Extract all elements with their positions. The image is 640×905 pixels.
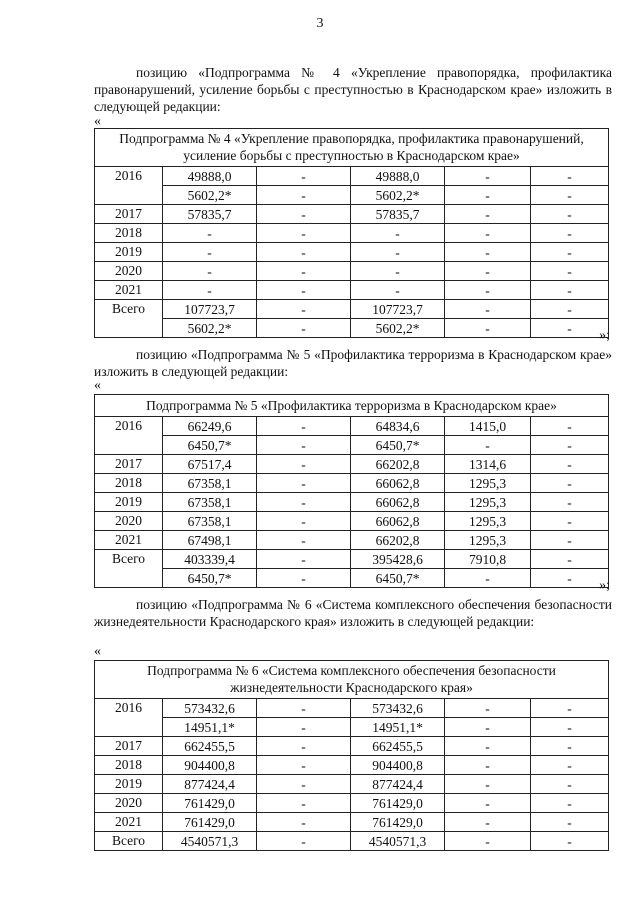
- value-cell: 761429,0: [163, 794, 257, 813]
- value-cell: -: [257, 775, 351, 794]
- value-cell: 67517,4: [163, 455, 257, 474]
- value-cell: 1295,3: [445, 493, 531, 512]
- value-cell: 66062,8: [351, 512, 445, 531]
- table-row: [95, 569, 609, 588]
- value-cell: -: [257, 300, 351, 319]
- value-cell: -: [351, 262, 445, 281]
- value-cell: 761429,0: [163, 813, 257, 832]
- value-cell: 1295,3: [445, 474, 531, 493]
- open-quote-4: «: [94, 114, 101, 129]
- value-cell: -: [531, 224, 609, 243]
- value-cell: 877424,4: [163, 775, 257, 794]
- value-cell: 67358,1: [163, 493, 257, 512]
- value-cell: -: [531, 243, 609, 262]
- value-cell: -: [531, 417, 609, 436]
- year-cell: 2016: [95, 417, 163, 455]
- value-cell: -: [445, 718, 531, 737]
- value-cell: 4540571,3: [351, 832, 445, 851]
- value-cell: -: [257, 262, 351, 281]
- year-cell: 2019: [95, 493, 163, 512]
- value-cell: -: [445, 186, 531, 205]
- value-cell: 1314,6: [445, 455, 531, 474]
- year-cell: 2017: [95, 455, 163, 474]
- value-cell: 66062,8: [351, 493, 445, 512]
- close-quote-4: »;: [599, 328, 610, 343]
- value-cell: -: [531, 569, 609, 588]
- value-cell: 49888,0: [351, 167, 445, 186]
- value-cell: -: [531, 281, 609, 300]
- value-cell: -: [445, 775, 531, 794]
- value-cell: 1415,0: [445, 417, 531, 436]
- table-row: [95, 300, 609, 319]
- year-cell: Всего: [95, 550, 163, 588]
- value-cell: -: [257, 455, 351, 474]
- table-row: [95, 512, 609, 531]
- value-cell: 662455,5: [351, 737, 445, 756]
- value-cell: 107723,7: [351, 300, 445, 319]
- table-row: [95, 699, 609, 718]
- value-cell: -: [257, 512, 351, 531]
- value-cell: 5602,2*: [163, 186, 257, 205]
- value-cell: -: [351, 243, 445, 262]
- value-cell: -: [531, 737, 609, 756]
- value-cell: 877424,4: [351, 775, 445, 794]
- value-cell: -: [257, 531, 351, 550]
- value-cell: 67358,1: [163, 512, 257, 531]
- table-row: [95, 224, 609, 243]
- table-row: [95, 167, 609, 186]
- value-cell: -: [531, 794, 609, 813]
- value-cell: -: [445, 300, 531, 319]
- table-row: [95, 775, 609, 794]
- value-cell: 761429,0: [351, 813, 445, 832]
- value-cell: -: [257, 832, 351, 851]
- value-cell: 67358,1: [163, 474, 257, 493]
- value-cell: -: [445, 262, 531, 281]
- year-cell: 2016: [95, 699, 163, 737]
- value-cell: -: [257, 417, 351, 436]
- subprogram-table-6: [94, 660, 609, 851]
- value-cell: -: [351, 281, 445, 300]
- year-cell: 2017: [95, 737, 163, 756]
- value-cell: -: [257, 224, 351, 243]
- table-row: [95, 813, 609, 832]
- value-cell: -: [257, 205, 351, 224]
- value-cell: -: [445, 319, 531, 338]
- value-cell: 761429,0: [351, 794, 445, 813]
- value-cell: -: [531, 319, 609, 338]
- value-cell: 67498,1: [163, 531, 257, 550]
- value-cell: -: [257, 794, 351, 813]
- value-cell: 7910,8: [445, 550, 531, 569]
- value-cell: 64834,6: [351, 417, 445, 436]
- value-cell: -: [445, 205, 531, 224]
- value-cell: -: [257, 243, 351, 262]
- page-number: 3: [316, 16, 324, 31]
- value-cell: -: [531, 300, 609, 319]
- value-cell: 1295,3: [445, 512, 531, 531]
- value-cell: -: [257, 319, 351, 338]
- year-cell: 2018: [95, 756, 163, 775]
- value-cell: -: [445, 243, 531, 262]
- table-row: [95, 281, 609, 300]
- year-cell: Всего: [95, 300, 163, 338]
- value-cell: -: [257, 186, 351, 205]
- value-cell: -: [531, 436, 609, 455]
- value-cell: 66062,8: [351, 474, 445, 493]
- value-cell: -: [445, 167, 531, 186]
- table-row: [95, 794, 609, 813]
- table-row: [95, 455, 609, 474]
- value-cell: -: [163, 262, 257, 281]
- table-title: Подпрограмма № 6 «Система комплексного обеспечения безопасности жизнедеятельности Краснодарского края»: [95, 661, 609, 699]
- section-intro-5: позицию «Подпрограмма № 5 «Профилактика терроризма в Краснодарском крае» изложить в следующей редакции:: [94, 347, 612, 379]
- value-cell: -: [445, 832, 531, 851]
- value-cell: -: [163, 243, 257, 262]
- value-cell: -: [531, 756, 609, 775]
- open-quote-6: «: [94, 644, 101, 659]
- year-cell: 2020: [95, 512, 163, 531]
- table-row: [95, 243, 609, 262]
- value-cell: -: [445, 699, 531, 718]
- value-cell: 14951,1*: [351, 718, 445, 737]
- value-cell: -: [445, 794, 531, 813]
- table-row: [95, 737, 609, 756]
- value-cell: -: [445, 737, 531, 756]
- year-cell: 2018: [95, 224, 163, 243]
- year-cell: 2020: [95, 262, 163, 281]
- table-row: [95, 262, 609, 281]
- value-cell: -: [163, 281, 257, 300]
- table-row: [95, 186, 609, 205]
- value-cell: 395428,6: [351, 550, 445, 569]
- value-cell: -: [257, 281, 351, 300]
- value-cell: -: [445, 281, 531, 300]
- subprogram-table-5: [94, 394, 609, 588]
- value-cell: -: [531, 167, 609, 186]
- value-cell: 904400,8: [163, 756, 257, 775]
- value-cell: 49888,0: [163, 167, 257, 186]
- year-cell: 2021: [95, 813, 163, 832]
- value-cell: 1295,3: [445, 531, 531, 550]
- table-row: [95, 436, 609, 455]
- value-cell: 662455,5: [163, 737, 257, 756]
- value-cell: -: [445, 224, 531, 243]
- value-cell: -: [445, 813, 531, 832]
- value-cell: 6450,7*: [163, 436, 257, 455]
- table-row: [95, 319, 609, 338]
- year-cell: 2021: [95, 531, 163, 550]
- value-cell: -: [531, 186, 609, 205]
- open-quote-5: «: [94, 378, 101, 393]
- value-cell: -: [531, 493, 609, 512]
- value-cell: -: [531, 474, 609, 493]
- value-cell: -: [531, 832, 609, 851]
- value-cell: -: [257, 550, 351, 569]
- value-cell: 4540571,3: [163, 832, 257, 851]
- value-cell: 904400,8: [351, 756, 445, 775]
- year-cell: 2019: [95, 775, 163, 794]
- value-cell: 5602,2*: [163, 319, 257, 338]
- value-cell: 573432,6: [351, 699, 445, 718]
- section-intro-6: позицию «Подпрограмма № 6 «Система комплексного обеспечения безопасности жизнедеятельности Краснодарского края» изложить в следующей редакции:: [94, 597, 612, 629]
- year-cell: 2016: [95, 167, 163, 205]
- table-row: [95, 550, 609, 569]
- year-cell: 2021: [95, 281, 163, 300]
- value-cell: -: [351, 224, 445, 243]
- value-cell: -: [531, 455, 609, 474]
- value-cell: -: [257, 699, 351, 718]
- table-row: [95, 832, 609, 851]
- value-cell: 107723,7: [163, 300, 257, 319]
- value-cell: 5602,2*: [351, 186, 445, 205]
- value-cell: 66202,8: [351, 531, 445, 550]
- value-cell: -: [531, 699, 609, 718]
- table-title: Подпрограмма № 4 «Укрепление правопорядка, профилактика правонарушений, усиление борьбы с преступностью в Краснодарском крае»: [95, 129, 609, 167]
- year-cell: 2018: [95, 474, 163, 493]
- table-row: [95, 493, 609, 512]
- table-row: [95, 531, 609, 550]
- subprogram-table-4: [94, 128, 609, 338]
- value-cell: -: [257, 493, 351, 512]
- value-cell: 14951,1*: [163, 718, 257, 737]
- value-cell: -: [531, 205, 609, 224]
- value-cell: 66202,8: [351, 455, 445, 474]
- year-cell: Всего: [95, 832, 163, 851]
- value-cell: 6450,7*: [351, 569, 445, 588]
- value-cell: -: [257, 718, 351, 737]
- value-cell: -: [257, 813, 351, 832]
- value-cell: -: [531, 512, 609, 531]
- value-cell: -: [445, 569, 531, 588]
- table-row: [95, 718, 609, 737]
- value-cell: 57835,7: [163, 205, 257, 224]
- value-cell: 403339,4: [163, 550, 257, 569]
- value-cell: -: [531, 262, 609, 281]
- table-row: [95, 474, 609, 493]
- close-quote-5: »;: [599, 578, 610, 593]
- table-title: Подпрограмма № 5 «Профилактика терроризма в Краснодарском крае»: [95, 395, 609, 417]
- value-cell: -: [445, 756, 531, 775]
- value-cell: -: [163, 224, 257, 243]
- value-cell: -: [531, 531, 609, 550]
- value-cell: -: [531, 775, 609, 794]
- value-cell: 573432,6: [163, 699, 257, 718]
- section-intro-4: позицию «Подпрограмма № 4 «Укрепление правопорядка, профилактика правонарушений, усиление борьбы с преступностью в Краснодарском крае» изложить в следующей редакции:: [94, 65, 612, 114]
- value-cell: -: [257, 569, 351, 588]
- value-cell: -: [257, 167, 351, 186]
- value-cell: -: [531, 550, 609, 569]
- year-cell: 2017: [95, 205, 163, 224]
- table-row: [95, 756, 609, 775]
- value-cell: 57835,7: [351, 205, 445, 224]
- table-row: [95, 417, 609, 436]
- year-cell: 2019: [95, 243, 163, 262]
- value-cell: -: [257, 474, 351, 493]
- value-cell: 6450,7*: [351, 436, 445, 455]
- value-cell: 5602,2*: [351, 319, 445, 338]
- table-row: [95, 205, 609, 224]
- year-cell: 2020: [95, 794, 163, 813]
- value-cell: -: [445, 436, 531, 455]
- value-cell: -: [531, 813, 609, 832]
- value-cell: -: [257, 737, 351, 756]
- value-cell: -: [257, 756, 351, 775]
- value-cell: -: [531, 718, 609, 737]
- value-cell: 6450,7*: [163, 569, 257, 588]
- value-cell: -: [257, 436, 351, 455]
- value-cell: 66249,6: [163, 417, 257, 436]
